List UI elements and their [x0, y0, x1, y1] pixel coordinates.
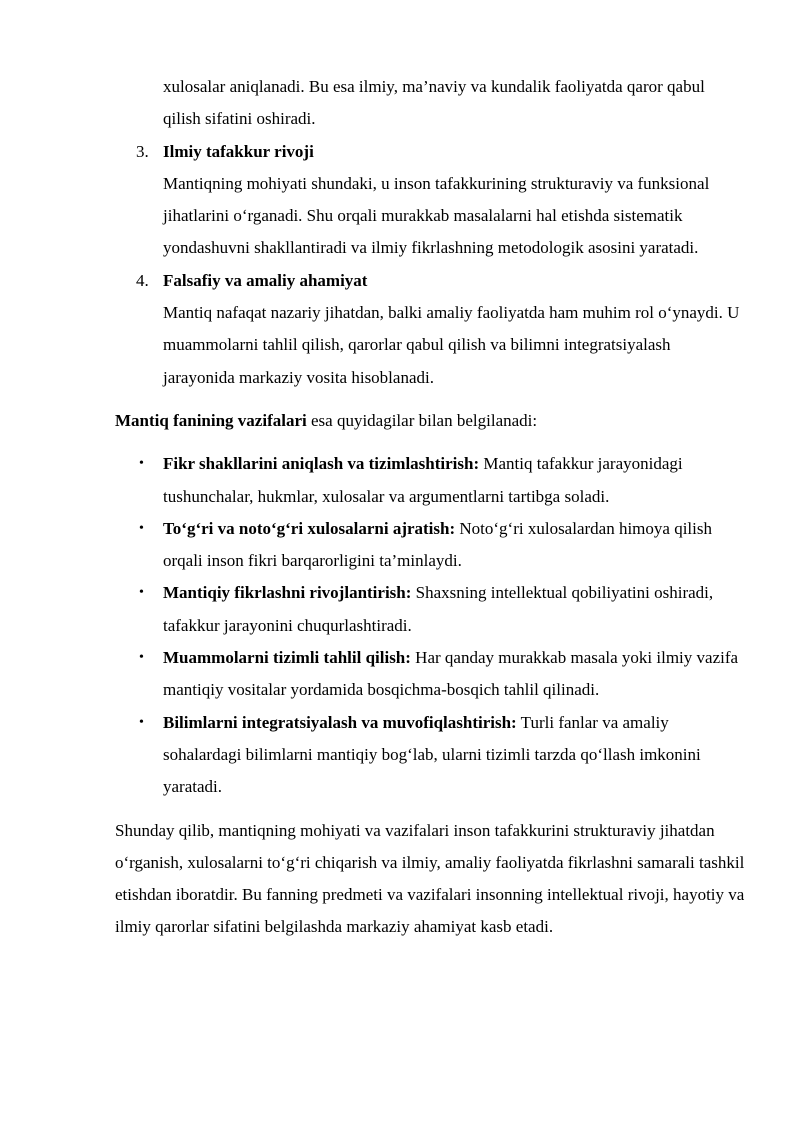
bullet-title: Bilimlarni integratsiyalash va muvofiqlashtirish: [163, 712, 517, 732]
item-body: Mantiq nafaqat nazariy jihatdan, balki amaliy faoliyatda ham muhim rol o‘ynaydi. U muammolarni tahlil qilish, qarorlar qabul qilish va bilimni integratsiyalash jarayonida markaziy vosita hisoblanadi. [163, 303, 740, 387]
list-item [115, 642, 745, 707]
numbered-item-3 [115, 136, 745, 265]
conclusion-paragraph: Shunday qilib, mantiqning mohiyati va vazifalari inson tafakkurini strukturaviy jihatdan o‘rganish, xulosalarni to‘g‘ri chiqarish va ilmiy, amaliy faoliyatda fikrlashni samarali tashkil etishdan iboratdir. Bu fanning predmeti va vazifalari insonning intellektual rivoji, hayotiy va ilmiy qarorlar sifatini belgilashda markaziy ahamiyat kasb etadi. [115, 820, 745, 937]
list-item [115, 577, 745, 642]
numbered-item-4 [115, 265, 745, 394]
bullet-title: Mantiqiy fikrlashni rivojlantirish: [163, 583, 412, 603]
bullet-icon: • [139, 520, 144, 536]
list-item [115, 448, 745, 513]
functions-heading-bold: Mantiq fanining vazifalari [115, 410, 307, 430]
list-item [115, 707, 745, 804]
bullet-title: To‘g‘ri va noto‘g‘ri xulosalarni ajratish: [163, 518, 456, 538]
item-title: Falsafiy va amaliy ahamiyat [163, 270, 368, 290]
functions-heading [115, 405, 745, 437]
item-number: 4. [136, 270, 149, 290]
bullet-text: Har qanday murakkab masala yoki ilmiy vazifa mantiqiy vositalar yordamida bosqichma-bosqich tahlil qilinadi. [163, 648, 739, 700]
bullet-icon: • [139, 456, 144, 472]
bullet-text: Mantiq tafakkur jarayonidagi tushunchalar, hukmlar, xulosalar va argumentlarni tartibga soladi. [163, 454, 683, 506]
bullet-icon: • [139, 714, 144, 730]
bullet-text: Shaxsning intellektual qobiliyatini oshiradi, tafakkur jarayonini chuqurlashtiradi. [163, 583, 714, 635]
functions-list [115, 448, 745, 803]
bullet-icon: • [139, 650, 144, 666]
document-content [115, 71, 745, 944]
bullet-text: Noto‘g‘ri xulosalardan himoya qilish orqali inson fikri barqarorligini ta’minlaydi. [163, 518, 712, 571]
list-item [115, 513, 745, 578]
bullet-title: Muammolarni tizimli tahlil qilish: [163, 648, 411, 668]
bullet-title: Fikr shakllarini aniqlash va tizimlashtirish: [163, 454, 480, 474]
item-body: Mantiqning mohiyati shundaki, u inson tafakkurining strukturaviy va funksional jihatlarini o‘rganadi. Shu orqali murakkab masalalarni hal etishda sistematik yondashuvni shakllantiradi va ilmiy fikrlashning metodologik asosini yaratadi. [163, 173, 710, 258]
bullet-icon: • [139, 585, 144, 601]
bullet-text: Turli fanlar va amaliy sohalardagi bilimlarni mantiqiy bog‘lab, ularni tizimli tarzda qo‘llash imkonini yaratadi. [163, 712, 701, 797]
intro-continuation: xulosalar aniqlanadi. Bu esa ilmiy, ma’naviy va kundalik faoliyatda qaror qabul qilish sifatini oshiradi. [163, 77, 705, 129]
item-number: 3. [136, 141, 149, 161]
functions-heading-rest: esa quyidagilar bilan belgilanadi: [306, 410, 538, 430]
item-title: Ilmiy tafakkur rivoji [163, 141, 314, 161]
